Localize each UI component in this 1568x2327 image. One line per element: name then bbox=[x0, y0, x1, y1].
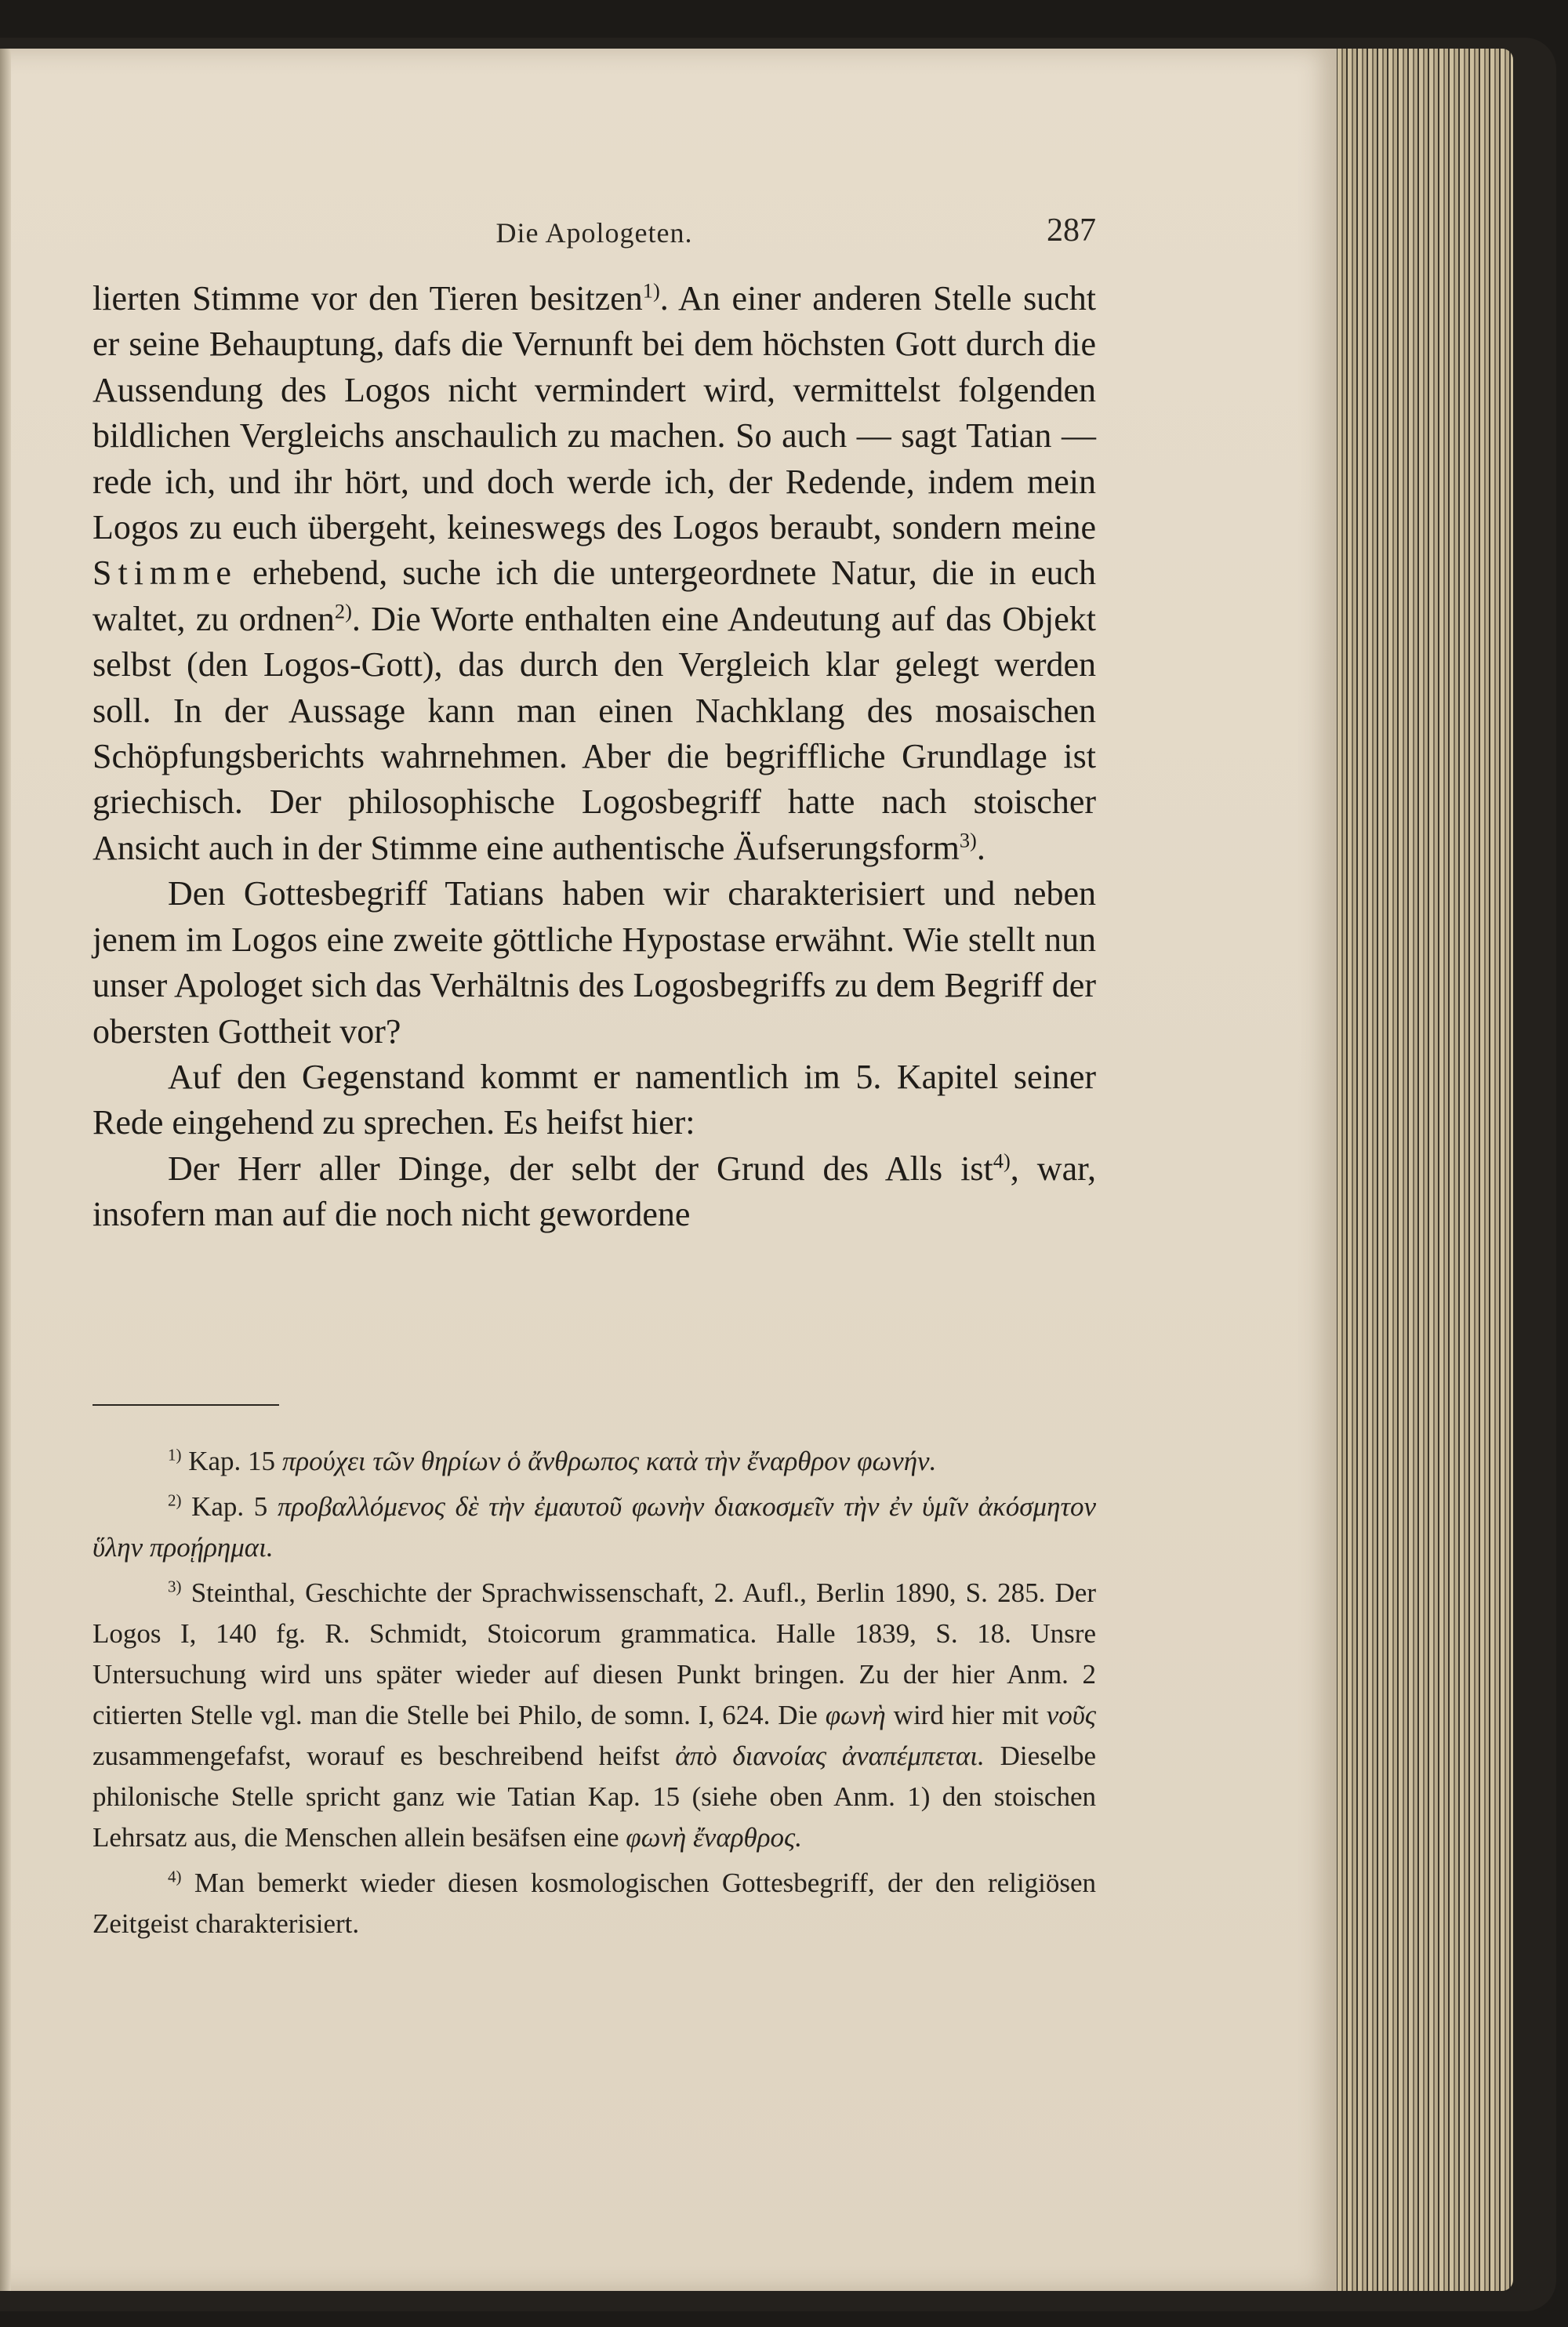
footnote-text: wird hier mit bbox=[893, 1700, 1039, 1730]
page-edges bbox=[1317, 49, 1513, 2291]
footnote-2 bbox=[93, 1487, 1096, 1568]
running-head bbox=[93, 212, 1096, 252]
footnote-rule bbox=[93, 1404, 279, 1406]
paragraph-1 bbox=[93, 276, 1096, 871]
footnote-ref-1: 1) bbox=[642, 278, 660, 303]
footnote-mark: 1) bbox=[168, 1445, 182, 1465]
paragraph-2: Den Gottesbegriff Tatians haben wir charakterisiert und neben jenem im Logos eine zweite göttliche Hypostase erwähnt. Wie stellt nun unser Apologet sich das Verhältnis des Logosbegriffs zu dem Begriff der obersten Gottheit vor? bbox=[93, 874, 1096, 1051]
text-run: . bbox=[976, 828, 985, 867]
footnote-ref-3: 3) bbox=[959, 828, 977, 852]
footnote-text: Kap. 15 bbox=[188, 1446, 276, 1476]
footnote-text: Steinthal, Geschichte der Sprachwissenschaft, 2. Aufl., Berlin 1890, S. 285. Der Logos I, 140 fg. R. Schmidt, Stoicorum grammatica. Halle 1839, S. 18. Unsre Untersuchung wird uns später wieder auf diesen Punkt bringen. Zu der hier Anm. 2 citierten Stelle vgl. man die Stelle bei Philo, de somn. I, 624. Die bbox=[93, 1577, 1096, 1730]
footnote-mark: 2) bbox=[168, 1490, 182, 1510]
footnote-3 bbox=[93, 1573, 1096, 1858]
paragraph-4 bbox=[93, 1146, 1096, 1238]
greek-word: νοῦς bbox=[1046, 1700, 1096, 1730]
footnote-ref-4: 4) bbox=[993, 1149, 1011, 1173]
text-run: . An einer anderen Stelle sucht er seine Behauptung, dafs die Vernunft bei dem höchsten Gott durch die Aussendung des Logos nicht vermindert wird, vermittelst folgenden bildlichen Vergleichs anschaulich zu machen. So auch — sagt Tatian — rede ich, und ihr hört, und doch werde ich, der Redende, indem mein Logos zu euch übergeht, keineswegs des Logos beraubt, sondern meine bbox=[93, 279, 1096, 547]
footnote-4 bbox=[93, 1863, 1096, 1944]
greek-quote: ἀπὸ διανοίας ἀναπέμπεται. bbox=[675, 1741, 985, 1771]
footnote-text: Kap. 5 bbox=[191, 1491, 268, 1522]
spaced-word: Stimme bbox=[93, 554, 238, 593]
footnote-mark: 4) bbox=[168, 1867, 182, 1886]
greek-word: φωνὴ bbox=[825, 1700, 886, 1730]
footnote-ref-2: 2) bbox=[334, 599, 352, 623]
running-title: Die Apologeten. bbox=[495, 217, 693, 249]
text-run: lierten Stimme vor den Tieren besitzen bbox=[93, 279, 643, 318]
footnote-text: Dieselbe philonische Stelle spricht ganz wie Tatian Kap. 15 (siehe oben Anm. 1) den stoischen Lehrsatz aus, die Menschen allein besäfsen eine bbox=[93, 1741, 1097, 1853]
text-run: . Die Worte enthalten eine Andeutung auf das Objekt selbst (den Logos-Gott), das durch den Vergleich klar gelegt werden soll. In der Aussage kann man einen Nachklang des mosaischen Schöpfungsberichts wahrnehmen. Aber die begriffliche Grundlage ist griechisch. Der philosophische Logosbegriff hatte nach stoischer Ansicht auch in der Stimme eine authentische Äufserungsform bbox=[93, 599, 1096, 867]
greek-quote: προβαλλόμενος δὲ τὴν ἐμαυτοῦ φωνὴν διακοσμεῖν τὴν ἐν ὑμῖν ἀκόσμητον ὕλην προῄρημαι. bbox=[93, 1491, 1097, 1563]
footnote-text: Man bemerkt wieder diesen kosmologischen Gottesbegriff, der den religiösen Zeitgeist charakterisiert. bbox=[93, 1868, 1097, 1939]
greek-quote: φωνὴ ἔναρθρος. bbox=[626, 1822, 802, 1853]
footnote-1 bbox=[93, 1441, 1096, 1482]
page-gutter bbox=[0, 49, 11, 2291]
footnotes bbox=[93, 1441, 1096, 1949]
greek-quote: προύχει τῶν θηρίων ὁ ἄνθρωπος κατὰ τὴν ἔναρθρον φωνήν. bbox=[281, 1446, 937, 1476]
footnote-text: zusammengefafst, worauf es beschreibend heifst bbox=[93, 1741, 660, 1771]
page-number: 287 bbox=[1047, 212, 1096, 249]
text-run: , war, insofern man auf die noch nicht gewordene bbox=[93, 1149, 1096, 1234]
paragraph-3: Auf den Gegenstand kommt er namentlich im 5. Kapitel seiner Rede eingehend zu sprechen. Es heifst hier: bbox=[93, 1057, 1096, 1142]
footnote-mark: 3) bbox=[168, 1577, 182, 1596]
text-run: Der Herr aller Dinge, der selbt der Grund des Alls ist bbox=[168, 1149, 993, 1188]
main-text bbox=[93, 276, 1096, 1238]
text-run: erhebend, suche ich die untergeordnete Natur, die in euch waltet, zu ordnen bbox=[93, 554, 1097, 638]
